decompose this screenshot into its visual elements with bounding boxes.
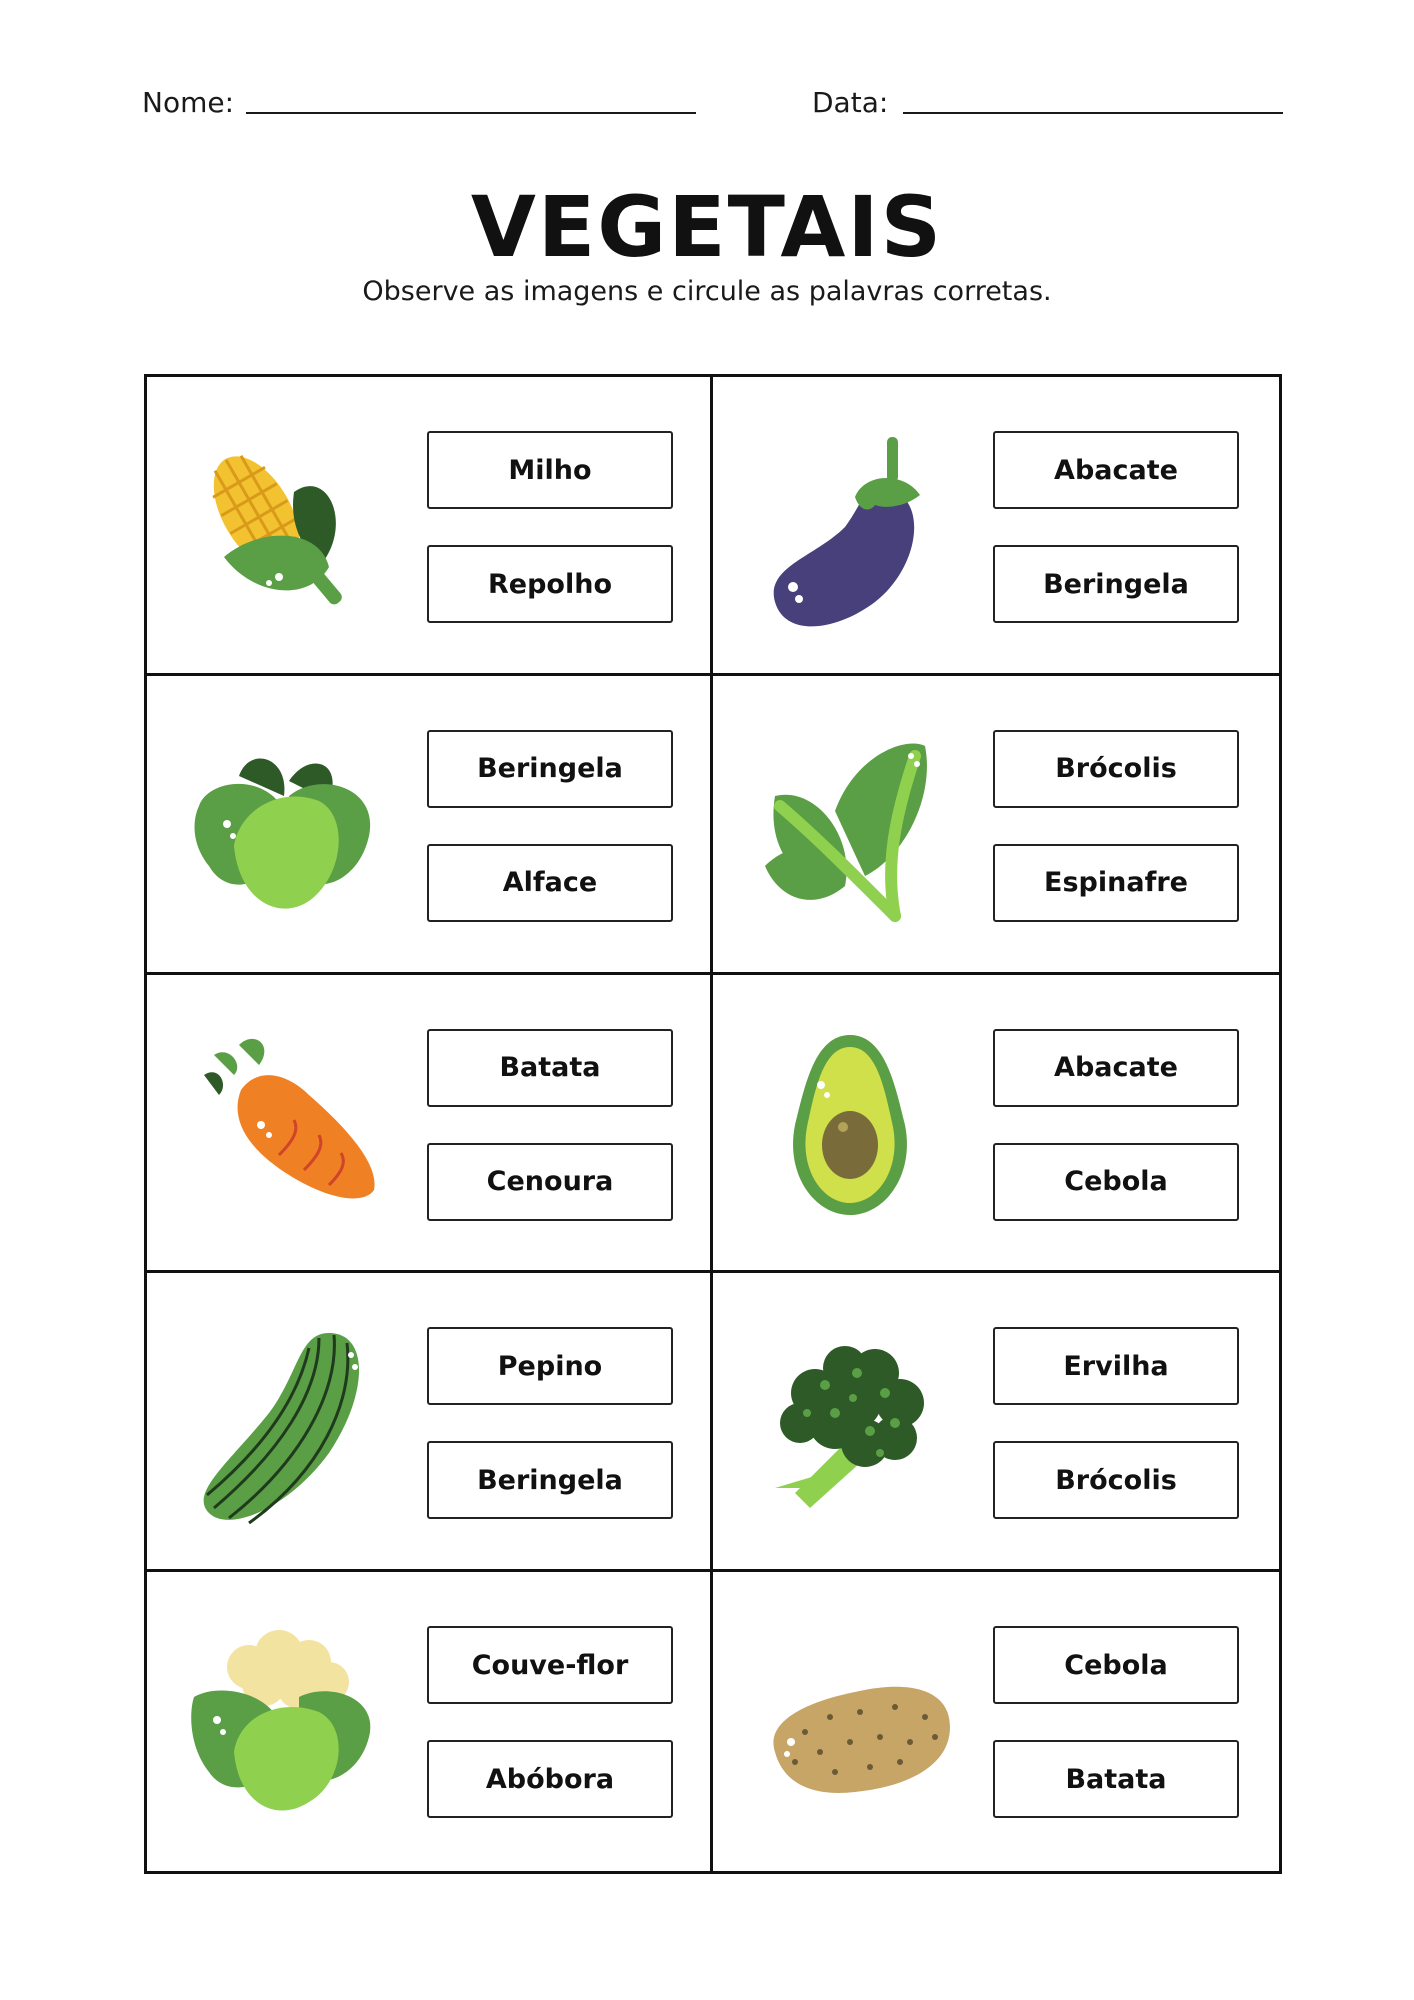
avocado-icon xyxy=(735,1015,965,1235)
broccoli-icon xyxy=(735,1313,965,1533)
exercise-cell-lettuce xyxy=(147,676,713,975)
cauliflower-icon xyxy=(169,1612,399,1832)
option-brocolis[interactable]: Brócolis xyxy=(993,730,1239,808)
option-cenoura[interactable]: Cenoura xyxy=(427,1143,673,1221)
option-beringela[interactable]: Beringela xyxy=(427,730,673,808)
exercise-cell-eggplant xyxy=(713,377,1279,676)
exercise-cell-spinach xyxy=(713,676,1279,975)
option-abacate[interactable]: Abacate xyxy=(993,1029,1239,1107)
exercise-cell-broccoli xyxy=(713,1273,1279,1572)
exercise-cell-cucumber xyxy=(147,1273,713,1572)
option-repolho[interactable]: Repolho xyxy=(427,545,673,623)
cucumber-icon xyxy=(169,1313,399,1533)
option-alface[interactable]: Alface xyxy=(427,844,673,922)
date-label: Data: xyxy=(812,86,889,119)
option-batata[interactable]: Batata xyxy=(993,1740,1239,1818)
exercise-cell-avocado xyxy=(713,975,1279,1274)
option-beringela[interactable]: Beringela xyxy=(427,1441,673,1519)
option-brocolis[interactable]: Brócolis xyxy=(993,1441,1239,1519)
instructions: Observe as imagens e circule as palavras corretas. xyxy=(362,276,1052,307)
option-milho[interactable]: Milho xyxy=(427,431,673,509)
option-pepino[interactable]: Pepino xyxy=(427,1327,673,1405)
option-cebola[interactable]: Cebola xyxy=(993,1143,1239,1221)
corn-icon xyxy=(169,417,399,637)
spinach-icon xyxy=(735,716,965,936)
potato-icon xyxy=(735,1612,965,1832)
lettuce-icon xyxy=(169,716,399,936)
option-abacate[interactable]: Abacate xyxy=(993,431,1239,509)
page-title: VEGETAIS xyxy=(470,178,944,276)
option-beringela[interactable]: Beringela xyxy=(993,545,1239,623)
option-cebola[interactable]: Cebola xyxy=(993,1626,1239,1704)
option-couve-flor[interactable]: Couve-flor xyxy=(427,1626,673,1704)
exercise-grid xyxy=(144,374,1282,1874)
exercise-cell-carrot xyxy=(147,975,713,1274)
option-ervilha[interactable]: Ervilha xyxy=(993,1327,1239,1405)
name-label: Nome: xyxy=(142,86,235,119)
eggplant-icon xyxy=(735,417,965,637)
option-batata[interactable]: Batata xyxy=(427,1029,673,1107)
date-input-line[interactable] xyxy=(903,112,1283,114)
option-espinafre[interactable]: Espinafre xyxy=(993,844,1239,922)
carrot-icon xyxy=(169,1015,399,1235)
name-input-line[interactable] xyxy=(246,112,696,114)
exercise-cell-cauliflower xyxy=(147,1572,713,1871)
exercise-cell-corn xyxy=(147,377,713,676)
option-abobora[interactable]: Abóbora xyxy=(427,1740,673,1818)
exercise-cell-potato xyxy=(713,1572,1279,1871)
